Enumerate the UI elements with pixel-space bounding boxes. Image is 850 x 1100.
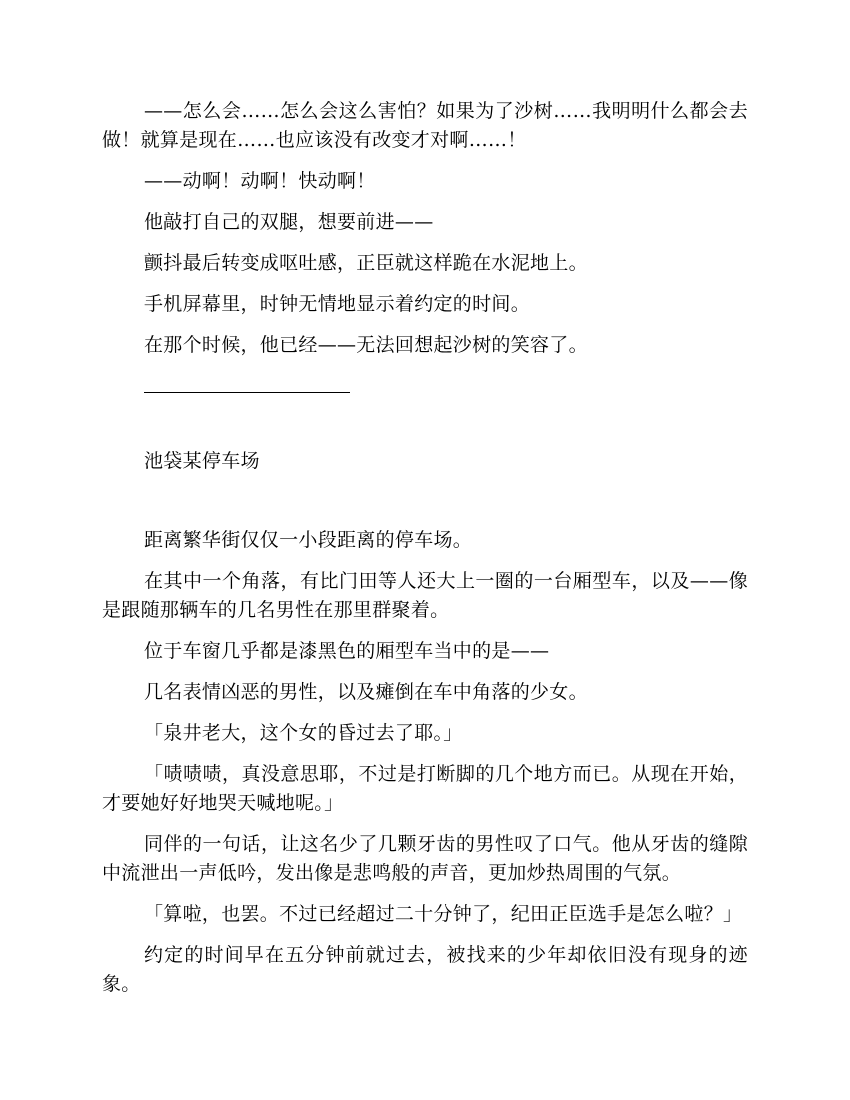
paragraph: 手机屏幕里，时钟无情地显示着约定的时间。 bbox=[144, 293, 531, 315]
section-body bbox=[102, 526, 748, 999]
paragraph: 位于车窗几乎都是漆黑色的厢型车当中的是—— bbox=[144, 640, 550, 662]
document-page bbox=[102, 97, 748, 1011]
paragraph: 颤抖最后转变成呕吐感，正臣就这样跪在水泥地上。 bbox=[144, 252, 588, 274]
paragraph: 在那个时候，他已经——无法回想起沙树的笑容了。 bbox=[144, 334, 588, 356]
paragraph: 几名表情凶恶的男性，以及瘫倒在车中角落的少女。 bbox=[144, 681, 588, 703]
section-heading: 池袋某停车场 bbox=[144, 450, 260, 472]
paragraph: 「啧啧啧，真没意思耶，不过是打断脚的几个地方而已。从现在开始，才要她好好地哭天喊地呢。」 bbox=[102, 763, 748, 814]
paragraph: 「算啦，也罢。不过已经超过二十分钟了，纪田正臣选手是怎么啦？」 bbox=[144, 903, 743, 925]
paragraph: ——怎么会……怎么会这么害怕？如果为了沙树……我明明什么都会去做！就算是现在……也应该没有改变才对啊……！ bbox=[102, 100, 748, 151]
paragraph: 在其中一个角落，有比门田等人还大上一圈的一台厢型车，以及——像是跟随那辆车的几名男性在那里群聚着。 bbox=[102, 570, 748, 621]
paragraph: 「泉井老大，这个女的昏过去了耶。」 bbox=[144, 722, 463, 744]
paragraph: ——动啊！动啊！快动啊！ bbox=[144, 170, 376, 192]
paragraph: 约定的时间早在五分钟前就过去，被找来的少年却依旧没有现身的迹象。 bbox=[102, 944, 748, 995]
scene-break-line bbox=[144, 392, 350, 393]
paragraph: 距离繁华街仅仅一小段距离的停车场。 bbox=[144, 529, 473, 551]
paragraph: 同伴的一句话，让这名少了几颗牙齿的男性叹了口气。他从牙齿的缝隙中流泄出一声低吟，发出像是悲鸣般的声音，更加炒热周围的气氛。 bbox=[102, 833, 748, 884]
paragraph: 他敲打自己的双腿，想要前进—— bbox=[144, 211, 434, 233]
